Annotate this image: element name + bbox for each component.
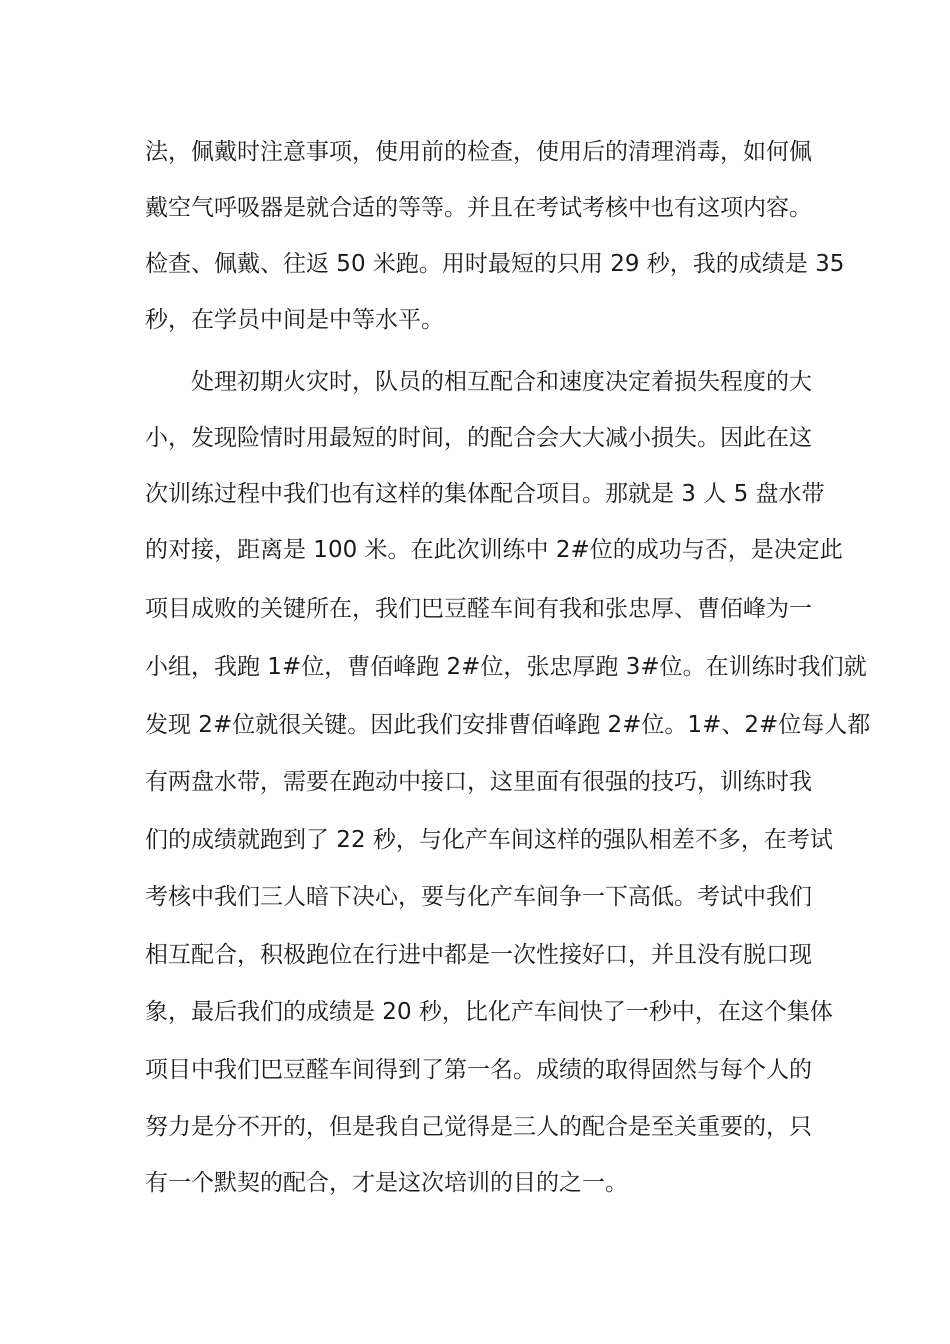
- text-line: 处理初期火灾时，队员的相互配合和速度决定着损失程度的大: [191, 369, 812, 395]
- text-line: 小组，我跑 1#位，曹佰峰跑 2#位，张忠厚跑 3#位。在训练时我们就: [145, 654, 867, 680]
- text-line: 法，佩戴时注意事项，使用前的检查，使用后的清理消毒，如何佩: [145, 139, 812, 165]
- text-line: 秒，在学员中间是中等水平。: [145, 307, 444, 333]
- text-line: 次训练过程中我们也有这样的集体配合项目。那就是 3 人 5 盘水带: [145, 481, 825, 507]
- text-line: 小，发现险情时用最短的时间，的配合会大大减小损失。因此在这: [145, 425, 812, 451]
- text-line: 有一个默契的配合，才是这次培训的目的之一。: [145, 1170, 628, 1196]
- text-line: 发现 2#位就很关键。因此我们安排曹佰峰跑 2#位。1#、2#位每人都: [145, 712, 871, 738]
- text-line: 们的成绩就跑到了 22 秒，与化产车间这样的强队相差不多，在考试: [145, 827, 833, 853]
- text-line: 检查、佩戴、往返 50 米跑。用时最短的只用 29 秒，我的成绩是 35: [145, 251, 845, 277]
- text-line: 的对接，距离是 100 米。在此次训练中 2#位的成功与否，是决定此: [145, 537, 843, 563]
- text-line: 项目成败的关键所在，我们巴豆醛车间有我和张忠厚、曹佰峰为一: [145, 596, 812, 622]
- text-line: 项目中我们巴豆醛车间得到了第一名。成绩的取得固然与每个人的: [145, 1057, 812, 1083]
- text-line: 有两盘水带，需要在跑动中接口，这里面有很强的技巧，训练时我: [145, 769, 812, 795]
- text-line: 象，最后我们的成绩是 20 秒，比化产车间快了一秒中，在这个集体: [145, 999, 833, 1025]
- text-line: 相互配合，积极跑位在行进中都是一次性接好口，并且没有脱口现: [145, 942, 812, 968]
- text-line: 戴空气呼吸器是就合适的等等。并且在考试考核中也有这项内容。: [145, 195, 812, 221]
- text-line: 努力是分不开的，但是我自己觉得是三人的配合是至关重要的，只: [145, 1114, 812, 1140]
- text-line: 考核中我们三人暗下决心，要与化产车间争一下高低。考试中我们: [145, 884, 812, 910]
